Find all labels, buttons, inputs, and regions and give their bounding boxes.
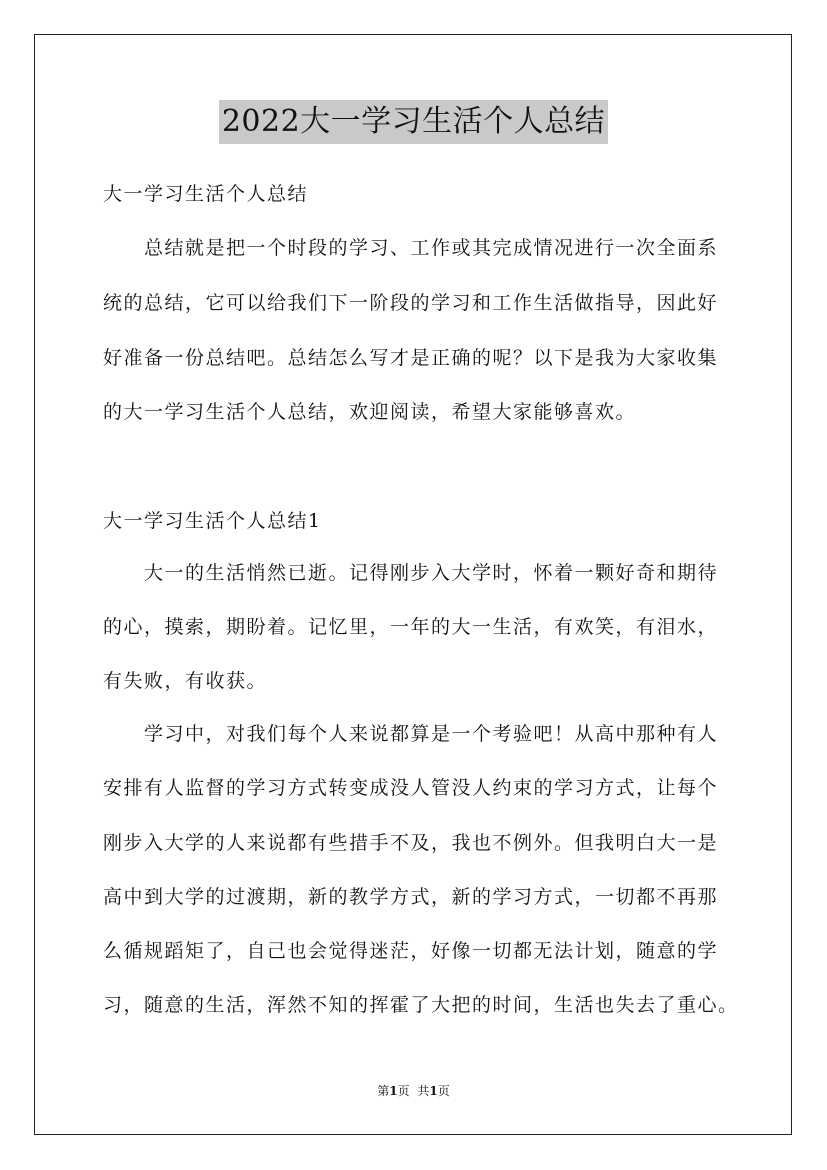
paragraph-line: 总结就是把一个时段的学习、工作或其完成情况进行一次全面系 <box>103 237 719 259</box>
page-number: 1 <box>389 1084 398 1098</box>
paragraph-line: 么循规蹈矩了，自己也会觉得迷茫，好像一切都无法计划，随意的学 <box>103 940 719 962</box>
paragraph-line: 安排有人监督的学习方式转变成没人管没人约束的学习方式，让每个 <box>103 777 719 799</box>
paragraph-line: 统的总结，它可以给我们下一阶段的学习和工作生活做指导，因此好 <box>103 292 719 314</box>
title-container <box>0 100 827 144</box>
paragraph-line: 的大一学习生活个人总结，欢迎阅读，希望大家能够喜欢。 <box>103 401 637 423</box>
section-heading: 大一学习生活个人总结 <box>103 183 309 205</box>
document-title: 2022大一学习生活个人总结 <box>219 100 608 144</box>
paragraph-line: 大一的生活悄然已逝。记得刚步入大学时，怀着一颗好奇和期待 <box>103 562 719 584</box>
paragraph-line: 习，随意的生活，浑然不知的挥霍了大把的时间，生活也失去了重心。 <box>103 994 739 1016</box>
paragraph-line: 好准备一份总结吧。总结怎么写才是正确的呢？以下是我为大家收集 <box>103 347 719 369</box>
page-suffix: 页 <box>397 1084 410 1098</box>
page-footer <box>0 1082 827 1100</box>
paragraph-line: 有失败，有收获。 <box>103 670 268 692</box>
total-pages: 1 <box>429 1084 438 1098</box>
total-prefix: 共 <box>417 1084 430 1098</box>
paragraph-line: 刚步入大学的人来说都有些措手不及，我也不例外。但我明白大一是 <box>103 832 719 854</box>
paragraph-line: 的心，摸索，期盼着。记忆里，一年的大一生活，有欢笑，有泪水， <box>103 616 719 638</box>
total-suffix: 页 <box>437 1084 450 1098</box>
paragraph-line: 学习中，对我们每个人来说都算是一个考验吧！从高中那种有人 <box>103 723 719 745</box>
section-heading: 大一学习生活个人总结1 <box>103 510 322 532</box>
paragraph-line: 高中到大学的过渡期，新的教学方式，新的学习方式，一切都不再那 <box>103 886 719 908</box>
page-prefix: 第 <box>377 1084 390 1098</box>
